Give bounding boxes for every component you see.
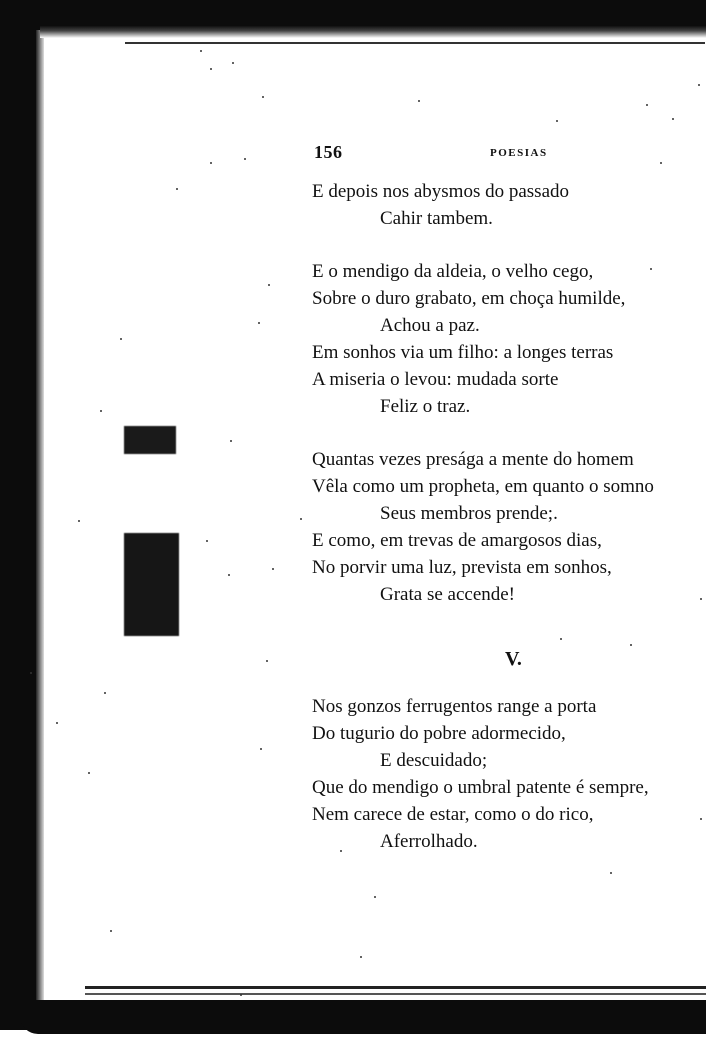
- speckle: [646, 104, 648, 106]
- verse-line: E como, em trevas de amargosos dias,: [312, 530, 602, 551]
- verse-line: Quantas vezes presága a mente do homem: [312, 449, 634, 470]
- margin-blot: [124, 426, 176, 454]
- verse-line: Seus membros prende;.: [380, 503, 558, 524]
- speckle: [610, 872, 612, 874]
- poem-body-section-v: [312, 693, 704, 855]
- speckle: [228, 574, 230, 576]
- speckle: [268, 284, 270, 286]
- speckle: [556, 120, 558, 122]
- bottom-rule-secondary: [85, 993, 706, 995]
- verse-line: Sobre o duro grabato, em choça humilde,: [312, 288, 626, 309]
- verse-line: Que do mendigo o umbral patente é sempre,: [312, 777, 649, 798]
- verse-line: Aferrolhado.: [380, 831, 478, 852]
- poem-body: [312, 178, 702, 608]
- page-number: 156: [314, 142, 343, 162]
- scan-border-left-shadow: [36, 30, 44, 1000]
- speckle: [260, 748, 262, 750]
- speckle: [266, 660, 268, 662]
- speckle: [258, 322, 260, 324]
- speckle: [418, 100, 420, 102]
- speckle: [374, 896, 376, 898]
- stanza-gap: [312, 420, 702, 446]
- speckle: [210, 162, 212, 164]
- speckle: [700, 598, 702, 600]
- speckle: [78, 520, 80, 522]
- verse-line: Feliz o traz.: [380, 396, 471, 417]
- speckle: [56, 722, 58, 724]
- speckle: [210, 68, 212, 70]
- verse-line: E depois nos abysmos do passado: [312, 181, 570, 202]
- scan-border-left: [0, 0, 40, 1050]
- verse-line: Nos gonzos ferrugentos range a porta: [312, 696, 597, 717]
- top-rule: [125, 42, 705, 44]
- speckle: [104, 692, 106, 694]
- speckle: [262, 96, 264, 98]
- speckle: [232, 62, 234, 64]
- speckle: [560, 638, 562, 640]
- speckle: [660, 162, 662, 164]
- speckle: [240, 994, 242, 996]
- speckle: [672, 118, 674, 120]
- running-title: POESIAS: [490, 147, 548, 159]
- speckle: [340, 850, 342, 852]
- stanza: [312, 693, 704, 855]
- margin-blot: [124, 533, 179, 636]
- speckle: [100, 410, 102, 412]
- speckle: [30, 672, 32, 674]
- speckle: [698, 84, 700, 86]
- verse-line: Em sonhos via um filho: a longes terras: [312, 342, 614, 363]
- stanza: [312, 446, 702, 608]
- speckle: [244, 158, 246, 160]
- speckle: [360, 956, 362, 958]
- speckle: [88, 772, 90, 774]
- stanza-gap: [312, 232, 702, 258]
- stanza: [312, 258, 702, 420]
- speckle: [176, 188, 178, 190]
- scan-border-bottom-edge: [20, 1000, 706, 1034]
- verse-line: E o mendigo da aldeia, o velho cego,: [312, 261, 594, 282]
- verse-line: Do tugurio do pobre adormecido,: [312, 723, 566, 744]
- page-header: [314, 142, 574, 166]
- bottom-rule: [85, 986, 706, 989]
- verse-line: Cahir tambem.: [380, 208, 493, 229]
- speckle: [650, 268, 652, 270]
- speckle: [110, 930, 112, 932]
- speckle: [230, 440, 232, 442]
- speckle: [700, 818, 702, 820]
- speckle: [300, 518, 302, 520]
- verse-line: Achou a paz.: [380, 315, 480, 336]
- verse-line: E descuidado;: [380, 750, 488, 771]
- speckle: [120, 338, 122, 340]
- scan-border-top-shadow: [40, 26, 706, 38]
- stanza: [312, 178, 702, 232]
- speckle: [272, 568, 274, 570]
- verse-line: Grata se accende!: [380, 584, 516, 605]
- speckle: [206, 540, 208, 542]
- verse-line: No porvir uma luz, prevista em sonhos,: [312, 557, 612, 578]
- speckle: [630, 644, 632, 646]
- verse-line: Vêla como um propheta, em quanto o somno: [312, 476, 654, 497]
- verse-line: A miseria o levou: mudada sorte: [312, 369, 559, 390]
- speckle: [200, 50, 202, 52]
- verse-line: Nem carece de estar, como o do rico,: [312, 804, 594, 825]
- section-mark: V.: [505, 648, 522, 670]
